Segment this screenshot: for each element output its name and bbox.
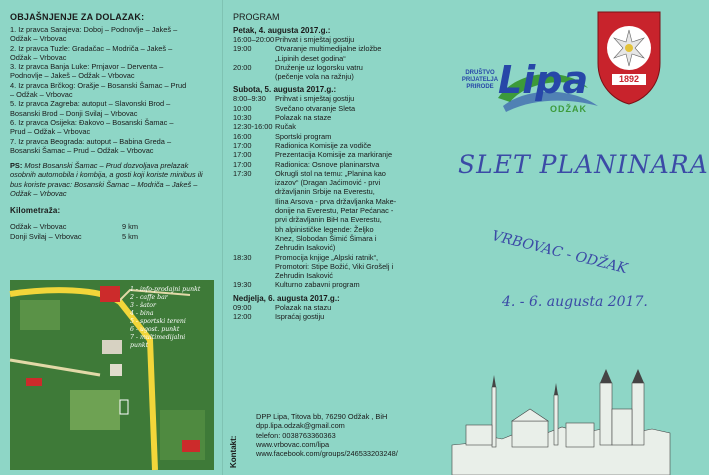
event-title: SLET PLANINARA (458, 150, 709, 179)
item-time (233, 262, 275, 271)
map-label-box (100, 286, 120, 302)
item-time (233, 234, 275, 243)
program-item (233, 113, 438, 122)
item-text: Radionica: Osnove planinarstva (275, 159, 380, 169)
map-field (20, 300, 60, 330)
item-text: Radionica Komisije za vodiče (275, 140, 372, 150)
contact-label: Kontakt: (229, 435, 238, 468)
item-time: 19:00 (233, 44, 252, 54)
program-item (233, 72, 438, 81)
program-item (233, 225, 438, 234)
program-item (233, 160, 438, 169)
item-text: Okrugli stol na temu: „Planina kao (275, 168, 386, 178)
logo-main-text: Lipa (498, 58, 589, 102)
map-legend-item: 6 - ugost. punkt (130, 326, 180, 333)
badge-graphic (594, 8, 664, 106)
badge-year: 1892 (618, 74, 640, 84)
item-time: 17:00 (233, 159, 252, 169)
item-text: Ručak (275, 122, 296, 132)
day-title: Petak, 4. augusta 2017.g.: (233, 26, 331, 35)
program-item (233, 169, 438, 178)
item-time (233, 215, 275, 224)
item-text: Sportski program (275, 131, 332, 141)
program-item (233, 44, 438, 53)
direction-line: Bosanski Šamac – Prud – Odžak – Vrbovac (10, 145, 154, 155)
program-item (233, 104, 438, 113)
direction-line: – Odžak – Vrbovac (10, 90, 73, 100)
contact-section (222, 400, 442, 475)
ps-label: PS: (10, 161, 23, 171)
program-item (233, 150, 438, 159)
km-route: Odžak – Vrbovac (10, 222, 67, 232)
item-time (233, 225, 275, 234)
item-text: Otvaranje multimedijalne izložbe (275, 44, 382, 54)
map-field (160, 410, 205, 460)
item-text: državljanin Srbije na Everestu, (275, 187, 375, 197)
km-heading: Kilometraža: (10, 206, 61, 216)
direction-line: 3. Iz pravca Banja Luke: Prnjavor – Derventa – (10, 62, 164, 72)
item-time: 16:00–20:00 (233, 35, 275, 44)
km-row (10, 222, 216, 231)
program-item (233, 253, 438, 262)
direction-line: Bosanski Brod – Donji Svilaj – Vrbovac (10, 108, 138, 118)
item-time: 17:30 (233, 168, 252, 178)
item-time (233, 243, 275, 252)
direction-line: Odžak – Vrbovac (10, 34, 67, 44)
item-text: donije na Everestu, Petar Pećanac - (275, 206, 394, 216)
minaret-top (554, 383, 558, 395)
church-tower-right (632, 383, 644, 445)
item-time: 10:00 (233, 103, 252, 113)
program-item (233, 303, 438, 312)
item-time: 12:00 (233, 312, 252, 322)
program-day (233, 85, 438, 289)
program-days (233, 26, 438, 321)
item-time: 19:30 (233, 280, 252, 290)
event-dates: 4. - 6. augusta 2017. (502, 294, 648, 310)
program-item (233, 178, 438, 187)
contact-line: www.facebook.com/groups/246533203248/ (256, 449, 398, 459)
lipa-logo (458, 58, 608, 128)
item-time (233, 271, 275, 280)
map-legend-item: 3 - šator (130, 302, 156, 309)
program-item (233, 63, 438, 72)
program-item (233, 94, 438, 103)
km-route: Donji Svilaj – Vrbovac (10, 231, 82, 241)
program-item (233, 54, 438, 63)
map-legend (130, 286, 200, 350)
building (466, 425, 492, 445)
item-time (233, 72, 275, 81)
program-heading: PROGRAM (233, 12, 280, 22)
km-distance: 9 km (122, 222, 139, 232)
item-text: Druženje uz logorsku vatru (275, 62, 363, 72)
program-item (233, 312, 438, 321)
program-item (233, 122, 438, 131)
direction-line: 2. Iz pravca Tuzle: Gradačac – Modriča – Jakeš – (10, 43, 173, 53)
direction-line: 1. Iz pravca Sarajeva: Doboj – Podnovlje – Jakeš – (10, 25, 178, 34)
item-text: Polazak na staze (275, 113, 332, 123)
map-legend-item: 1 - info-prodajni punkt (130, 286, 201, 293)
map-legend-item: punkt (130, 342, 149, 349)
contact-line: telefon: 0038763360363 (256, 430, 336, 440)
ps-line: Modriča – Jakeš – Odžak – Vrbovac (10, 179, 198, 199)
direction-line: Prud – Odžak – Vrbovac (10, 127, 91, 137)
direction-line: 7. Iz pravca Beograda: autoput – Babina Greda – (10, 136, 172, 146)
program-day (233, 26, 438, 81)
item-text: izazov“ (Dragan Jaćimović - prvi (275, 178, 381, 188)
item-text: Knez, Slobodan Šimić Šimara i (275, 233, 377, 243)
ps-line: Most Bosanski Šamac – Prud dozvoljava prelazak (24, 161, 189, 171)
direction-line: 5. Iz pravca Zagreba: autoput – Slavonski Brod – (10, 99, 171, 109)
program-item (233, 215, 438, 224)
item-time (233, 206, 275, 215)
contact-line: DPP Lipa, Titova bb, 76290 Odžak , BiH (256, 412, 388, 421)
program-item (233, 206, 438, 215)
item-text: Promocija knjige „Alpski ratnik“, (275, 252, 379, 262)
map-legend-item: 5 - sportski tereni (130, 318, 186, 325)
logo-org-line: DRUŠTVO (465, 70, 495, 76)
direction-line: Odžak – Vrbovac (10, 52, 67, 62)
item-time: 17:00 (233, 150, 252, 160)
direction-line: 6. Iz pravca Osijeka: Đakovo – Bosanski Šamac – (10, 117, 174, 127)
logo-sub-text: ODŽAK (550, 104, 587, 114)
item-text: „Lipinih deset godina“ (275, 53, 346, 63)
program-item (233, 271, 438, 280)
program-item (233, 187, 438, 196)
program-item (233, 280, 438, 289)
directions-list (10, 25, 216, 155)
item-text: Ilina Arsova - prva državljanka Make- (275, 196, 397, 206)
item-text: Svečano otvaranje Sleta (275, 103, 356, 113)
item-time: 09:00 (233, 302, 252, 312)
item-text: (pečenje vola na ražnju) (275, 72, 354, 82)
item-text: Polazak na stazu (275, 302, 332, 312)
item-time: 18:30 (233, 252, 252, 262)
item-text: Prihvat i smještaj gostiju (275, 35, 355, 44)
map-label-box (182, 440, 200, 452)
contact-line: dpp.lipa.odzak@gmail.com (256, 421, 345, 431)
item-time (233, 187, 275, 196)
item-text: Kulturno zabavni program (275, 280, 360, 290)
contact-label-wrap (229, 410, 241, 470)
km-distance: 5 km (122, 231, 139, 241)
ps-line: osobnih automobila i kombija, a gosti koji koriste (10, 170, 169, 180)
program-day (233, 294, 438, 322)
program-item (233, 197, 438, 206)
building (566, 423, 594, 447)
logo-org-text (458, 70, 502, 91)
cover-panel (442, 0, 709, 475)
item-time (233, 178, 275, 187)
map-building (102, 340, 122, 354)
roof (512, 409, 548, 421)
program-item (233, 141, 438, 150)
map-legend-item: 4 - bina (130, 310, 154, 317)
item-time: 16:00 (233, 131, 252, 141)
logo-org-line: PRIRODE (466, 84, 494, 90)
item-text: Zehrudin Isaković (275, 271, 333, 281)
item-time: 17:00 (233, 140, 252, 150)
item-time: 12:30-16:00 (233, 122, 273, 132)
item-text: Prezentacija Komisije za markiranje (275, 150, 393, 160)
tower-spire (600, 369, 612, 383)
logo-org-line: PRIJATELJA (461, 77, 499, 83)
minaret-top (492, 375, 496, 387)
item-time: 10:30 (233, 113, 252, 123)
minaret-mid (554, 395, 558, 445)
item-text: prvi državljanin BiH na Everestu, (275, 215, 382, 225)
direction-line: 4. Iz pravca Brčkog: Orašje – Bosanski Šamac – Prud (10, 80, 187, 90)
item-text: Prihvat i smještaj gostiju (275, 94, 355, 104)
minaret-left (492, 387, 496, 447)
program-item (233, 35, 438, 44)
day-title: Nedjelja, 6. augusta 2017.g.: (233, 293, 340, 303)
item-time: 20:00 (233, 62, 252, 72)
building (512, 421, 548, 447)
km-list (10, 222, 216, 241)
map-field (70, 390, 120, 430)
item-time: 8:00–9:30 (233, 94, 266, 104)
program-item (233, 234, 438, 243)
church-tower-left (600, 383, 612, 445)
event-location: VRBOVAC - ODŽAK (490, 228, 629, 278)
federation-badge (594, 8, 664, 106)
church-body (612, 409, 632, 445)
directions-heading: OBJAŠNJENJE ZA DOLAZAK: (10, 12, 145, 22)
item-text: Promotori: Stipe Božić, Viki Grošelj i (275, 261, 394, 271)
km-row (10, 232, 216, 241)
direction-line: Podnovlje – Jakeš – Odžak – Vrbovac (10, 71, 135, 81)
program-item (233, 262, 438, 271)
item-text: bh alpinističke legende: Željko (275, 224, 374, 234)
contact-lines (256, 412, 398, 458)
map-legend-item: 7 - multimedijalni (130, 334, 186, 341)
item-text: Zehrudin Isaković) (275, 243, 336, 253)
tower-spire (632, 369, 644, 383)
item-time (233, 197, 275, 206)
ps-text (10, 161, 203, 198)
map-legend-item: 2 - caffe bar (130, 294, 168, 301)
day-title: Subota, 5. augusta 2017.g.: (233, 85, 337, 95)
item-text: Ispraćaj gostiju (275, 312, 325, 322)
program-item (233, 132, 438, 141)
ps-note (10, 161, 216, 198)
item-time (233, 54, 275, 63)
program-item (233, 243, 438, 252)
edelweiss-center (625, 44, 633, 52)
map-label-box (26, 378, 42, 386)
town-illustration (442, 365, 670, 475)
contact-line: www.vrbovac.com/lipa (256, 439, 330, 449)
map-building (110, 364, 122, 376)
ps-line: minibus ili bus koriste pravac: Bosanski Šamac – (10, 170, 203, 189)
location-map (10, 280, 214, 470)
